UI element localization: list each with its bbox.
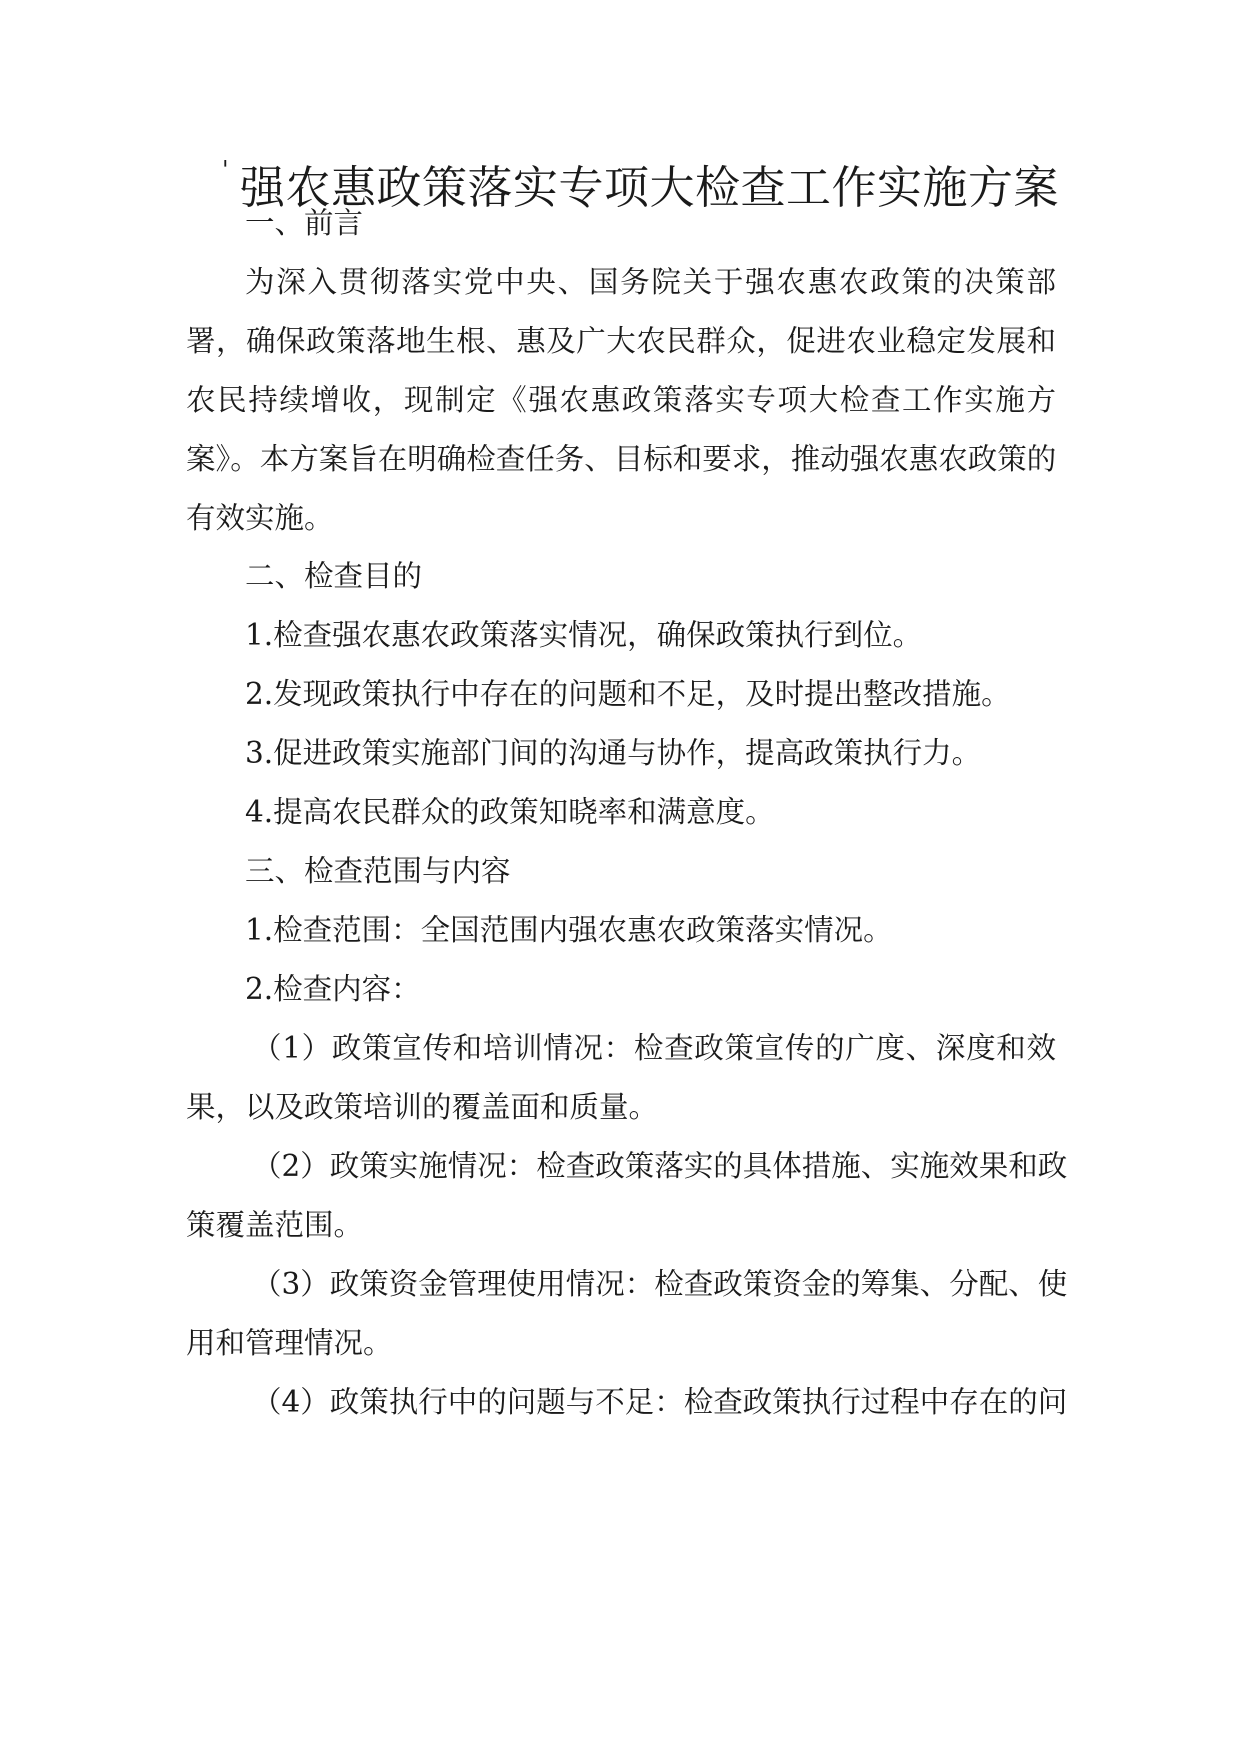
list-item: 2.发现政策执行中存在的问题和不足，及时提出整改措施。: [245, 677, 1011, 711]
scope-range: 1.检查范围：全国范围内强农惠农政策落实情况。: [245, 913, 893, 947]
document-title: 强农惠政策落实专项大检查工作实施方案: [240, 161, 1060, 214]
paragraph-line: 案》。本方案旨在明确检查任务、目标和要求，推动强农惠农政策的: [186, 442, 1057, 476]
section-heading-purpose: 二、检查目的: [245, 559, 423, 593]
section-heading-preface: 一、前言: [245, 206, 364, 240]
content-item-line: （4）政策执行中的问题与不足：检查政策执行过程中存在的问: [252, 1385, 1068, 1419]
content-item-line: 用和管理情况。: [186, 1326, 393, 1360]
list-item: 3.促进政策实施部门间的沟通与协作，提高政策执行力。: [245, 736, 982, 770]
paragraph-line: 有效实施。: [186, 501, 334, 535]
content-item-line: （2）政策实施情况：检查政策落实的具体措施、实施效果和政: [252, 1149, 1068, 1183]
content-item-line: （3）政策资金管理使用情况：检查政策资金的筹集、分配、使: [252, 1267, 1068, 1301]
paragraph-line: 农民持续增收，现制定《强农惠政策落实专项大检查工作实施方: [186, 383, 1056, 417]
scope-content-label: 2.检查内容：: [245, 972, 421, 1006]
paragraph-line: 为深入贯彻落实党中央、国务院关于强农惠农政策的决策部: [245, 265, 1056, 299]
section-heading-scope: 三、检查范围与内容: [245, 854, 511, 888]
list-item: 4.提高农民群众的政策知晓率和满意度。: [245, 795, 775, 829]
paragraph-line: 署，确保政策落地生根、惠及广大农民群众，促进农业稳定发展和: [186, 324, 1056, 358]
list-item: 1.检查强农惠农政策落实情况，确保政策执行到位。: [245, 618, 923, 652]
content-item-line: 果，以及政策培训的覆盖面和质量。: [186, 1090, 659, 1124]
content-item-line: （1）政策宣传和培训情况：检查政策宣传的广度、深度和效: [252, 1031, 1056, 1065]
content-item-line: 策覆盖范围。: [186, 1208, 364, 1242]
title-mark: ': [222, 156, 229, 184]
